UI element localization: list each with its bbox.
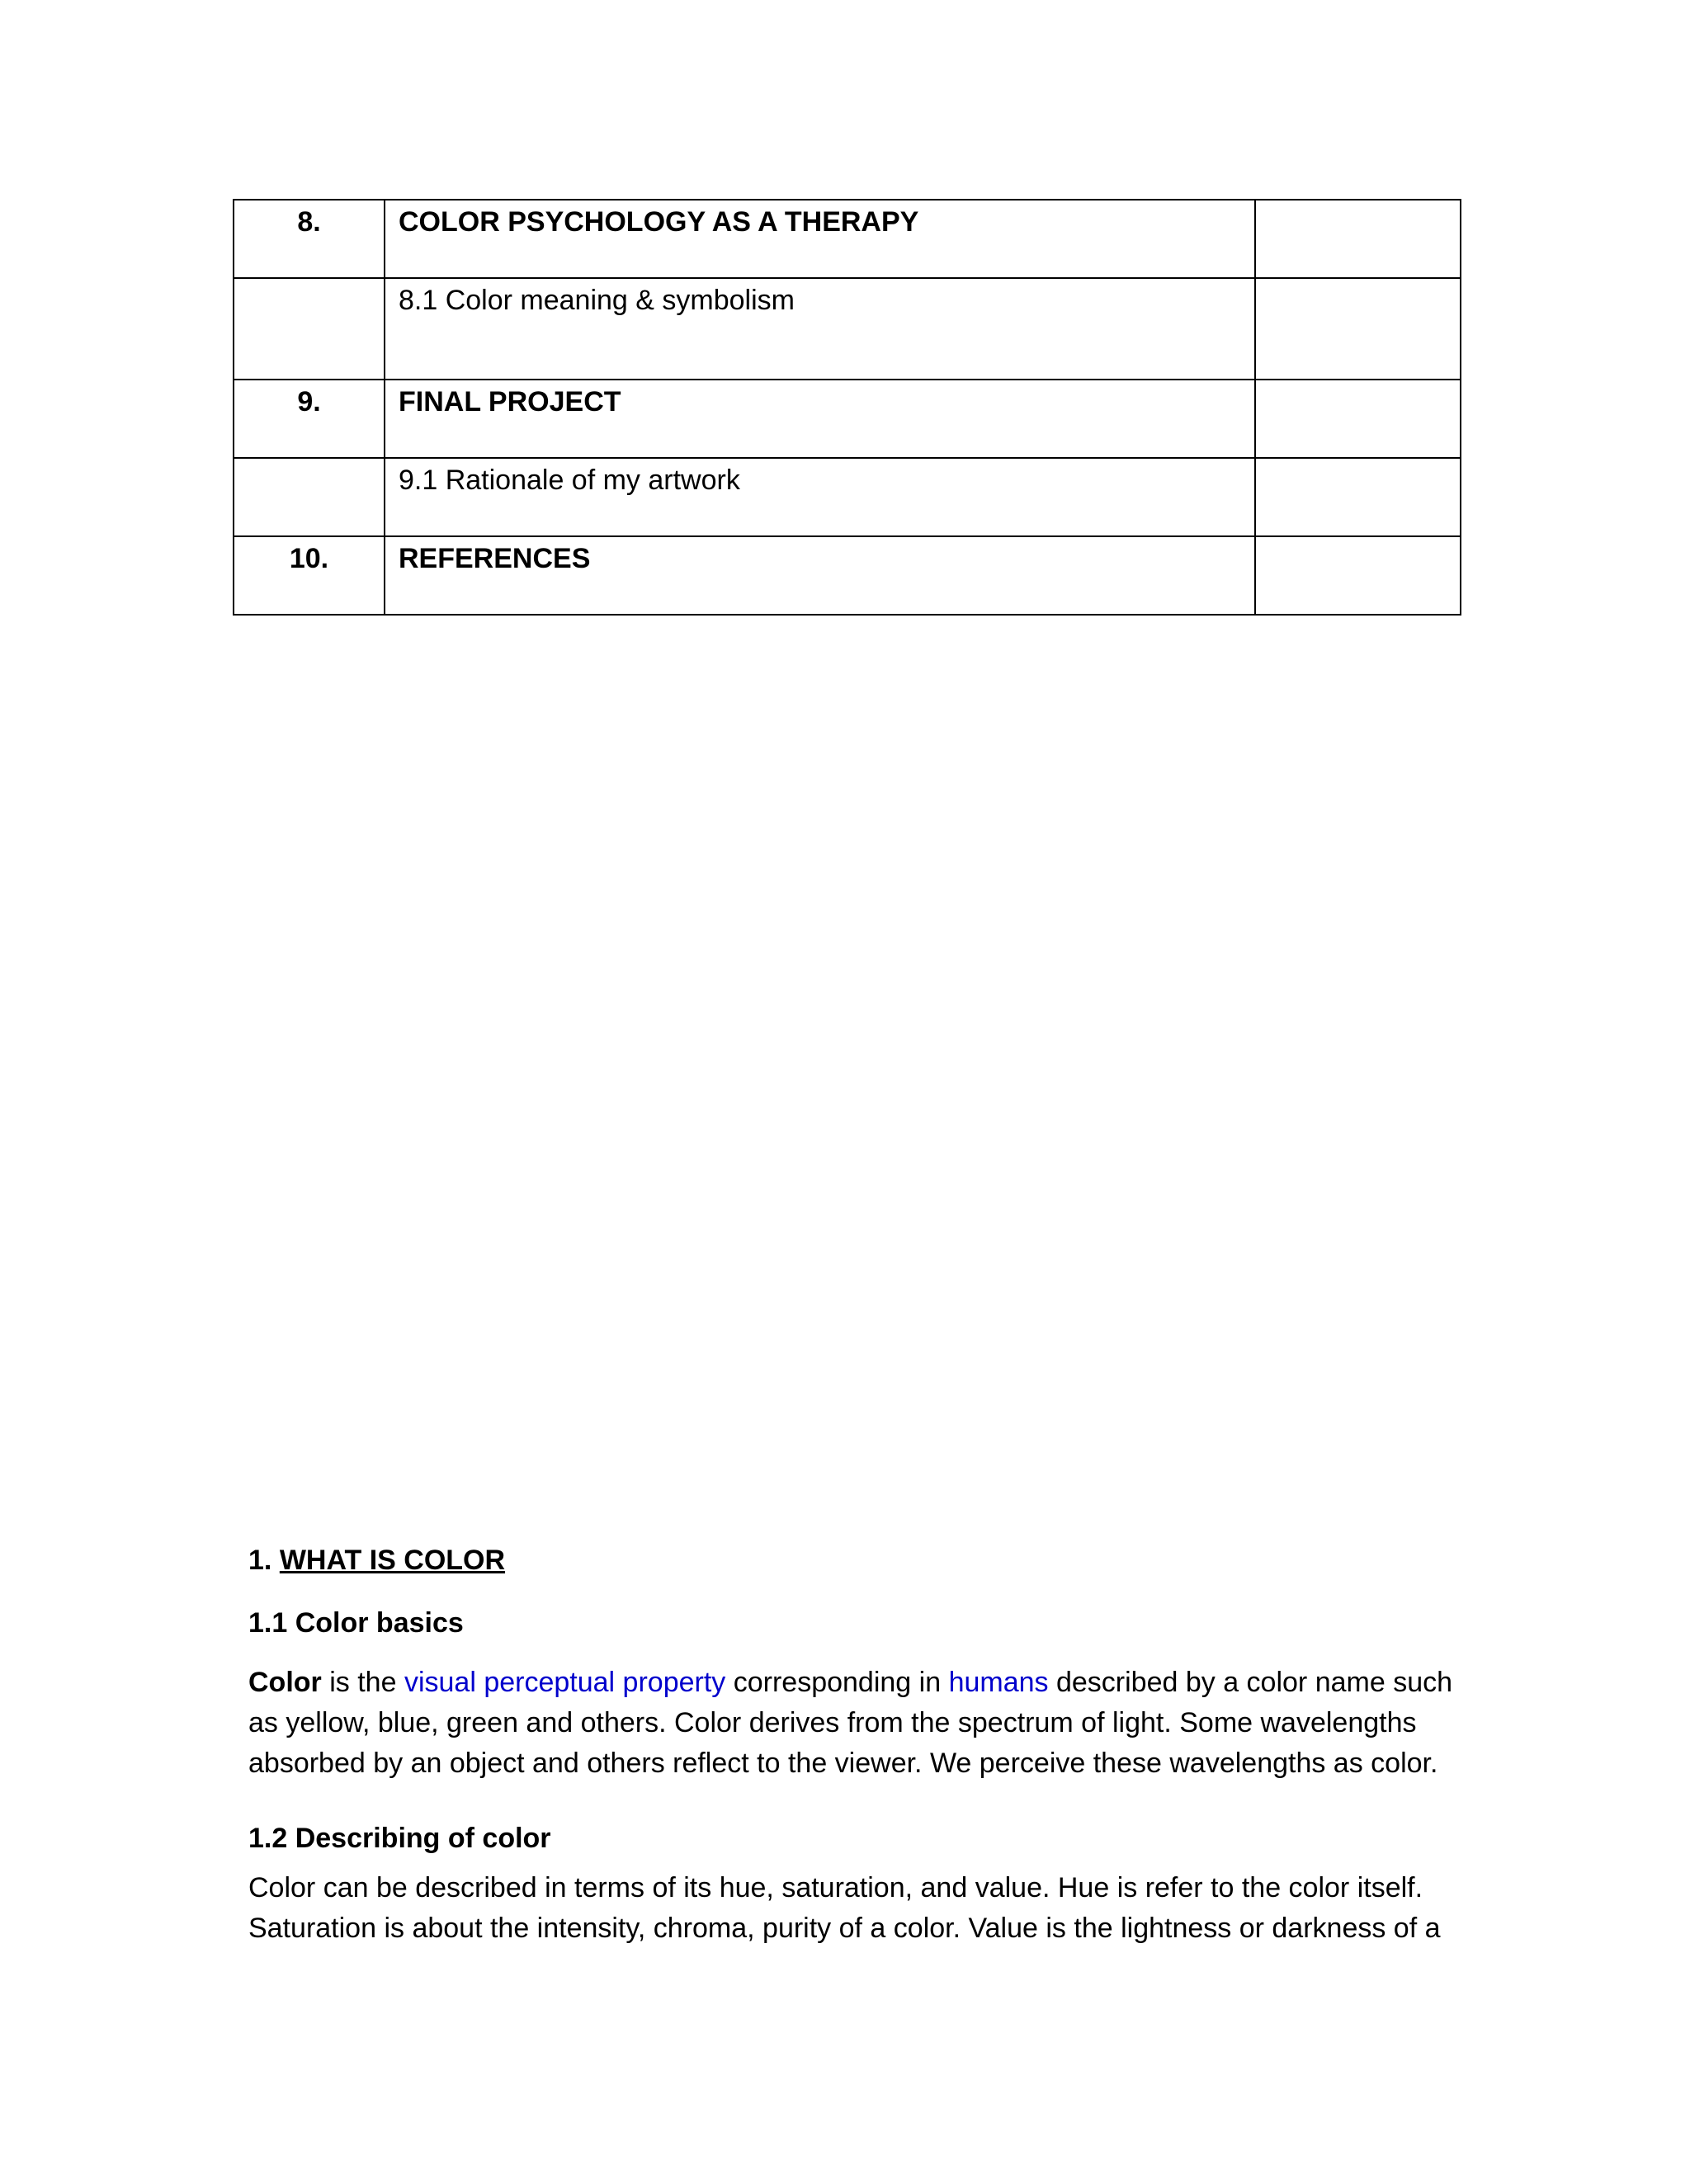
toc-page [1255, 380, 1461, 458]
toc-title: FINAL PROJECT [385, 380, 1255, 458]
subsection-heading-describing-color: 1.2 Describing of color [248, 1823, 551, 1854]
table-row [234, 536, 1461, 615]
toc-number: 10. [234, 536, 385, 615]
paragraph-text: corresponding in [725, 1667, 949, 1698]
toc-number [234, 278, 385, 380]
term-color: Color [248, 1667, 322, 1698]
toc-title: COLOR PSYCHOLOGY AS A THERAPY [385, 200, 1255, 278]
section-what-is-color [248, 1540, 1461, 1949]
table-row [234, 200, 1461, 278]
toc-page [1255, 458, 1461, 536]
toc-title: REFERENCES [385, 536, 1255, 615]
table-row [234, 458, 1461, 536]
toc-page [1255, 278, 1461, 380]
toc-page [1255, 536, 1461, 615]
paragraph-text: is the [321, 1667, 404, 1698]
section-heading [248, 1540, 1461, 1580]
subsection-heading-color-basics: 1.1 Color basics [248, 1607, 464, 1639]
link-visual-perceptual-property[interactable]: visual perceptual property [404, 1667, 726, 1698]
section-title: WHAT IS COLOR [279, 1545, 506, 1576]
paragraph-describing-color: Color can be described in terms of its hue, saturation, and value. Hue is refer to the color itself. Saturation is about the intensity, chroma, purity of a color. Value is the lightness or darkness of a [248, 1872, 1441, 1944]
table-row [234, 278, 1461, 380]
toc-title: 9.1 Rationale of my artwork [385, 458, 1255, 536]
paragraph-color-basics [248, 1663, 1461, 1784]
paragraph-text: described by a color name such as yellow, blue, green and others. Color derives from the spectrum of light. Some wavelengths absorbed by an object and others reflect to the viewer. We perceive these wavelengths as color. [248, 1667, 1453, 1779]
toc-number [234, 458, 385, 536]
toc-number: 9. [234, 380, 385, 458]
table-row [234, 380, 1461, 458]
table-of-contents [233, 199, 1461, 616]
toc-title: 8.1 Color meaning & symbolism [385, 278, 1255, 380]
toc-number: 8. [234, 200, 385, 278]
link-humans[interactable]: humans [948, 1667, 1049, 1698]
toc-page [1255, 200, 1461, 278]
section-number: 1. [248, 1545, 272, 1576]
